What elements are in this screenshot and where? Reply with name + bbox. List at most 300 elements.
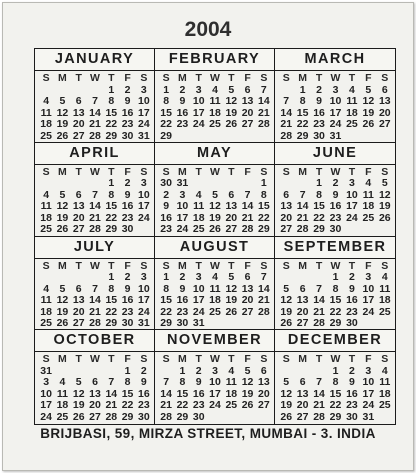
day-cell: 1: [108, 271, 115, 283]
day-grid: [35, 165, 154, 236]
empty-day-cell: [136, 224, 152, 236]
day-cell: 23: [138, 399, 150, 412]
day-cell: 4: [195, 188, 202, 201]
day-cell: 19: [225, 106, 238, 119]
day-cell: 8: [260, 188, 267, 201]
weekday-label: W: [210, 259, 220, 272]
day-cell: 2: [195, 364, 202, 377]
day-cell: 1: [163, 83, 170, 96]
empty-day-cell: [344, 224, 360, 236]
day-cell: 23: [176, 118, 189, 130]
empty-day-cell: [87, 272, 103, 284]
year-title: 2004: [184, 18, 232, 41]
day-cell: 28: [89, 223, 101, 236]
day-cell: 24: [192, 118, 205, 130]
day-cell: 27: [378, 118, 391, 130]
weekday-label: W: [330, 165, 341, 178]
day-cell: 23: [346, 399, 358, 412]
day-cell: 21: [89, 118, 101, 130]
day-cell: 2: [179, 83, 186, 96]
day-grid: [155, 165, 274, 236]
day-cell: 4: [43, 282, 50, 295]
day-cell: 24: [138, 118, 150, 130]
weekday-label: W: [90, 72, 100, 84]
month-february: [155, 49, 275, 143]
weekday-label: T: [75, 165, 82, 178]
day-cell: 4: [381, 271, 388, 283]
day-cell: 10: [346, 188, 358, 201]
day-cell: 8: [108, 188, 115, 201]
day-cell: 26: [56, 129, 69, 142]
day-grid: [275, 259, 395, 330]
day-cell: 1: [260, 177, 267, 190]
weekday-label: S: [140, 353, 148, 366]
weekday-label: F: [124, 259, 131, 272]
day-cell: 17: [346, 200, 358, 213]
day-cell: 12: [225, 95, 238, 107]
weekday-label: M: [298, 353, 307, 366]
weekday-label: W: [90, 259, 100, 272]
day-cell: 2: [179, 271, 186, 283]
day-cell: 21: [296, 211, 309, 224]
day-grid: [35, 352, 154, 423]
day-cell: 25: [378, 305, 391, 318]
day-cell: 9: [316, 95, 322, 107]
day-cell: 6: [244, 83, 251, 96]
day-cell: 13: [72, 106, 85, 119]
month-december: [275, 330, 395, 424]
empty-day-cell: [360, 131, 376, 143]
day-cell: 4: [43, 188, 50, 201]
weekday-label: T: [195, 259, 202, 272]
day-cell: 12: [225, 282, 238, 295]
day-grid: [275, 165, 395, 236]
day-cell: 14: [313, 387, 325, 400]
day-grid: [35, 71, 154, 142]
month-name: MARCH: [275, 49, 395, 71]
day-cell: 27: [258, 399, 270, 412]
weekday-label: S: [381, 72, 389, 84]
weekday-label: T: [108, 72, 115, 84]
weekday-label: F: [365, 165, 372, 178]
day-cell: 23: [313, 118, 325, 130]
day-cell: 1: [179, 364, 186, 377]
day-grid: [275, 352, 395, 423]
day-cell: 7: [260, 83, 267, 96]
weekday-label: F: [244, 353, 251, 366]
day-cell: 22: [121, 399, 134, 412]
day-cell: 5: [75, 376, 82, 389]
day-cell: 1: [316, 177, 322, 190]
day-cell: 2: [349, 271, 355, 283]
day-cell: 4: [212, 83, 218, 96]
day-cell: 30: [346, 317, 358, 329]
day-cell: 21: [313, 399, 325, 412]
empty-day-cell: [256, 412, 272, 424]
day-cell: 2: [140, 364, 147, 377]
day-cell: 2: [124, 83, 131, 96]
month-june: [275, 143, 395, 237]
day-cell: 20: [258, 387, 270, 400]
day-cell: 20: [89, 399, 101, 412]
day-cell: 3: [43, 376, 50, 389]
day-cell: 23: [121, 118, 134, 130]
day-cell: 11: [40, 294, 52, 306]
day-cell: 2: [163, 188, 170, 201]
day-cell: 28: [258, 305, 270, 318]
day-cell: 7: [299, 188, 306, 201]
day-cell: 6: [283, 188, 290, 201]
day-cell: 3: [140, 83, 147, 96]
weekday-label: M: [298, 165, 307, 178]
day-cell: 19: [209, 211, 221, 224]
day-cell: 25: [346, 118, 358, 130]
day-cell: 22: [313, 211, 325, 224]
day-cell: 2: [316, 83, 322, 96]
day-cell: 9: [124, 188, 131, 201]
day-cell: 18: [378, 294, 391, 306]
weekday-label: M: [58, 353, 67, 366]
day-cell: 10: [329, 95, 342, 107]
day-cell: 13: [378, 95, 391, 107]
empty-day-cell: [377, 224, 393, 236]
day-cell: 25: [192, 223, 205, 236]
weekday-label: W: [330, 259, 341, 272]
day-cell: 9: [332, 188, 339, 201]
weekday-label: T: [348, 353, 356, 366]
day-cell: 24: [346, 211, 358, 224]
day-cell: 10: [176, 200, 189, 213]
month-august: [155, 237, 275, 331]
day-cell: 27: [280, 223, 293, 236]
day-cell: 2: [124, 177, 131, 190]
day-cell: 4: [212, 271, 218, 283]
day-cell: 12: [362, 95, 375, 107]
day-cell: 10: [40, 387, 52, 400]
day-cell: 28: [241, 223, 254, 236]
day-cell: 5: [228, 271, 235, 283]
weekday-label: T: [228, 165, 235, 178]
day-cell: 16: [160, 211, 172, 224]
month-january: [35, 49, 155, 143]
day-cell: 22: [176, 399, 189, 412]
day-cell: 24: [192, 305, 205, 318]
weekday-label: M: [298, 259, 307, 272]
empty-day-cell: [223, 131, 239, 143]
day-cell: 22: [329, 305, 342, 318]
weekday-label: F: [244, 259, 251, 272]
day-cell: 29: [160, 317, 172, 329]
day-cell: 12: [241, 376, 254, 389]
day-cell: 3: [332, 83, 339, 96]
day-cell: 14: [89, 200, 101, 213]
day-cell: 9: [179, 282, 186, 295]
day-cell: 24: [362, 399, 375, 412]
day-cell: 14: [280, 106, 293, 119]
day-cell: 30: [121, 223, 134, 236]
weekday-label: M: [58, 165, 67, 178]
day-cell: 1: [332, 364, 339, 377]
day-cell: 19: [56, 305, 69, 318]
day-cell: 17: [209, 387, 221, 400]
weekday-label: S: [260, 72, 268, 84]
empty-day-cell: [223, 318, 239, 330]
day-cell: 30: [138, 410, 150, 423]
day-cell: 10: [138, 188, 150, 201]
day-cell: 11: [56, 387, 68, 400]
month-october: [35, 330, 155, 424]
day-cell: 11: [40, 200, 52, 213]
weekday-label: M: [178, 259, 187, 272]
weekday-label: S: [42, 259, 50, 272]
day-cell: 1: [108, 177, 115, 190]
weekday-label: M: [178, 72, 187, 84]
weekday-label: F: [244, 165, 251, 178]
day-cell: 18: [362, 200, 375, 213]
day-cell: 4: [228, 364, 235, 377]
day-cell: 13: [72, 200, 85, 213]
weekday-label: S: [282, 353, 290, 366]
day-cell: 3: [365, 271, 372, 283]
day-cell: 28: [160, 410, 172, 423]
month-name: SEPTEMBER: [275, 237, 395, 259]
day-cell: 28: [280, 129, 293, 142]
day-cell: 13: [241, 282, 254, 295]
day-cell: 11: [40, 106, 52, 119]
day-cell: 27: [296, 317, 309, 329]
day-cell: 20: [72, 211, 85, 224]
day-cell: 5: [212, 188, 218, 201]
day-cell: 3: [195, 83, 202, 96]
day-cell: 6: [299, 282, 306, 295]
day-cell: 29: [121, 410, 134, 423]
day-cell: 13: [241, 95, 254, 107]
day-grid: [275, 71, 395, 142]
month-name: AUGUST: [155, 237, 274, 259]
day-cell: 19: [72, 399, 85, 412]
day-cell: 20: [241, 294, 254, 306]
weekday-label: M: [178, 165, 187, 178]
day-cell: 18: [209, 294, 221, 306]
day-cell: 22: [105, 118, 118, 130]
day-cell: 10: [138, 282, 150, 295]
day-cell: 5: [59, 95, 66, 107]
weekday-label: S: [260, 165, 268, 178]
weekday-label: M: [58, 259, 67, 272]
weekday-label: T: [228, 353, 235, 366]
day-cell: 16: [121, 294, 134, 306]
day-cell: 5: [283, 376, 290, 389]
day-cell: 3: [195, 271, 202, 283]
day-cell: 10: [362, 282, 375, 295]
day-cell: 8: [163, 95, 170, 107]
empty-day-cell: [207, 131, 223, 143]
day-cell: 9: [179, 95, 186, 107]
day-cell: 11: [209, 282, 221, 295]
day-cell: 27: [72, 223, 85, 236]
day-cell: 7: [316, 282, 322, 295]
weekday-label: W: [210, 72, 220, 84]
day-cell: 30: [346, 410, 358, 423]
day-cell: 18: [40, 305, 52, 318]
day-cell: 1: [163, 271, 170, 283]
day-cell: 26: [209, 223, 221, 236]
day-cell: 19: [56, 118, 69, 130]
day-cell: 3: [349, 177, 355, 190]
day-cell: 16: [176, 106, 189, 119]
day-cell: 4: [365, 177, 372, 190]
weekday-label: W: [330, 72, 341, 84]
day-cell: 5: [244, 364, 251, 377]
day-cell: 4: [59, 376, 66, 389]
day-cell: 3: [365, 364, 372, 377]
day-cell: 7: [108, 376, 115, 389]
day-cell: 21: [89, 305, 101, 318]
weekday-label: T: [315, 259, 323, 272]
day-cell: 9: [349, 376, 355, 389]
day-cell: 27: [241, 305, 254, 318]
day-cell: 10: [192, 95, 205, 107]
day-cell: 15: [105, 106, 118, 119]
weekday-label: T: [315, 165, 323, 178]
day-cell: 28: [296, 223, 309, 236]
day-cell: 30: [192, 410, 205, 423]
day-cell: 15: [160, 106, 172, 119]
day-cell: 2: [349, 364, 355, 377]
day-cell: 15: [313, 200, 325, 213]
weekday-label: T: [315, 353, 323, 366]
month-july: [35, 237, 155, 331]
weekday-label: T: [228, 72, 235, 84]
weekday-label: T: [108, 353, 115, 366]
day-cell: 9: [124, 282, 131, 295]
day-cell: 19: [225, 294, 238, 306]
day-cell: 17: [138, 106, 150, 119]
weekday-label: F: [365, 259, 372, 272]
weekday-label: T: [228, 259, 235, 272]
day-cell: 5: [283, 282, 290, 295]
day-cell: 10: [192, 282, 205, 295]
day-cell: 8: [124, 376, 131, 389]
weekday-label: S: [162, 259, 170, 272]
day-cell: 26: [225, 305, 238, 318]
day-cell: 5: [228, 83, 235, 96]
day-cell: 2: [124, 271, 131, 283]
day-cell: 19: [280, 305, 293, 318]
weekday-label: S: [282, 72, 290, 84]
month-name: OCTOBER: [35, 330, 154, 352]
day-cell: 12: [209, 200, 221, 213]
day-cell: 15: [329, 387, 342, 400]
day-cell: 7: [92, 282, 98, 295]
weekday-label: T: [348, 72, 356, 84]
day-cell: 1: [332, 271, 339, 283]
month-name: APRIL: [35, 143, 154, 165]
day-cell: 27: [225, 223, 238, 236]
day-grid: [155, 259, 274, 330]
weekday-label: F: [124, 72, 131, 84]
day-cell: 11: [193, 200, 205, 213]
day-cell: 17: [176, 211, 189, 224]
weekday-label: T: [75, 353, 82, 366]
day-cell: 24: [329, 118, 342, 130]
day-cell: 23: [121, 305, 134, 318]
day-cell: 6: [75, 95, 82, 107]
day-cell: 10: [362, 376, 375, 389]
day-cell: 12: [56, 106, 69, 119]
day-cell: 14: [296, 200, 309, 213]
weekday-label: T: [108, 165, 115, 178]
weekday-label: T: [348, 259, 356, 272]
empty-day-cell: [38, 272, 54, 284]
weekday-label: S: [140, 72, 148, 84]
day-cell: 29: [329, 317, 342, 329]
day-cell: 11: [225, 376, 237, 389]
month-september: [275, 237, 395, 331]
day-cell: 27: [89, 410, 101, 423]
day-cell: 7: [92, 95, 98, 107]
day-cell: 23: [192, 399, 205, 412]
day-cell: 22: [105, 305, 118, 318]
weekday-label: T: [348, 165, 356, 178]
day-cell: 25: [40, 223, 52, 236]
weekday-label: F: [244, 72, 251, 84]
day-cell: 15: [105, 294, 118, 306]
day-cell: 24: [209, 399, 221, 412]
day-cell: 21: [160, 399, 172, 412]
weekday-label: S: [260, 353, 268, 366]
empty-day-cell: [344, 131, 360, 143]
weekday-label: S: [260, 259, 268, 272]
day-cell: 19: [280, 399, 293, 412]
day-cell: 13: [258, 376, 270, 389]
day-cell: 14: [258, 95, 270, 107]
empty-day-cell: [377, 318, 393, 330]
day-cell: 12: [72, 387, 85, 400]
day-cell: 12: [56, 200, 69, 213]
month-may: [155, 143, 275, 237]
day-cell: 20: [225, 211, 238, 224]
day-cell: 17: [40, 399, 52, 412]
weekday-label: F: [124, 353, 131, 366]
day-cell: 16: [121, 200, 134, 213]
day-cell: 24: [40, 410, 52, 423]
day-cell: 25: [225, 399, 238, 412]
month-name: JULY: [35, 237, 154, 259]
weekday-label: T: [108, 259, 115, 272]
day-cell: 26: [225, 118, 238, 130]
day-cell: 3: [179, 188, 186, 201]
day-cell: 24: [138, 305, 150, 318]
day-cell: 17: [329, 106, 342, 119]
weekday-label: S: [162, 72, 170, 84]
day-cell: 18: [209, 106, 221, 119]
day-cell: 23: [176, 305, 189, 318]
day-cell: 30: [329, 223, 342, 236]
day-cell: 21: [89, 211, 101, 224]
day-cell: 14: [105, 387, 118, 400]
month-november: [155, 330, 275, 424]
day-cell: 10: [138, 95, 150, 107]
month-march: [275, 49, 395, 143]
day-cell: 26: [362, 118, 375, 130]
day-cell: 18: [225, 387, 238, 400]
weekday-label: T: [195, 165, 202, 178]
day-cell: 27: [72, 129, 85, 142]
day-cell: 31: [138, 317, 150, 329]
day-cell: 16: [176, 294, 189, 306]
day-cell: 13: [296, 294, 309, 306]
